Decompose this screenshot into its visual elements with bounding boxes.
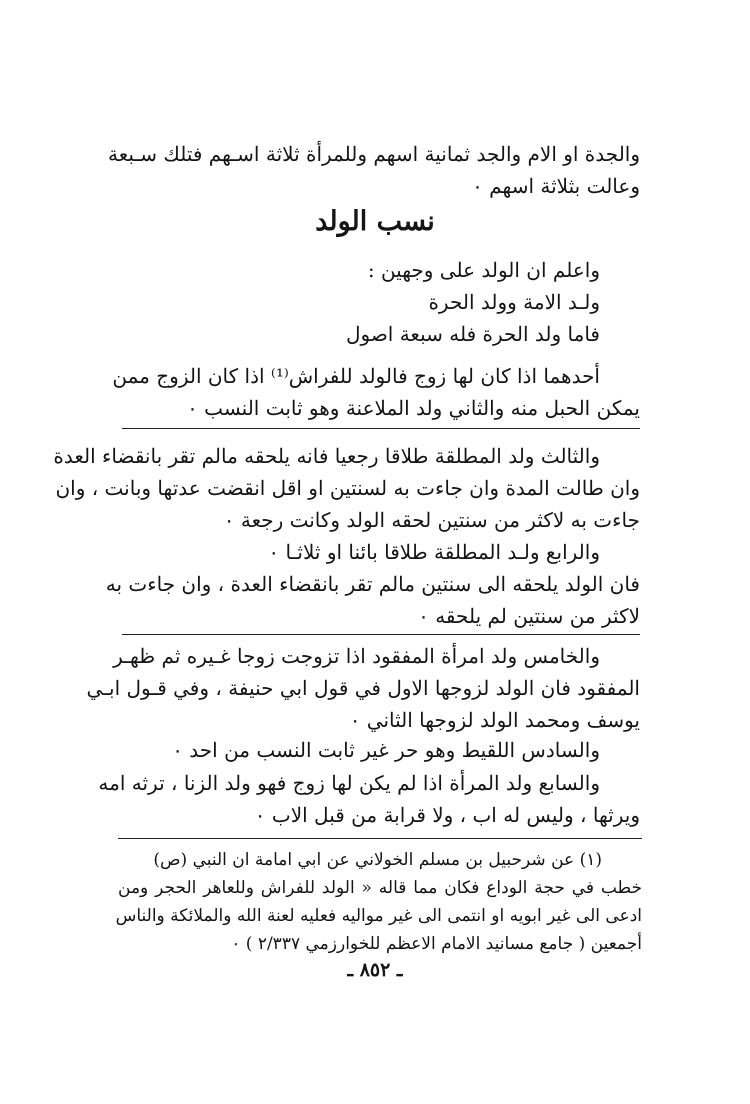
text-line: فاما ولد الحرة فله سبعة اصول xyxy=(345,322,600,346)
paragraph-divider xyxy=(122,428,640,429)
paragraph-sixth-origin xyxy=(120,734,640,766)
text-line: وان طالت المدة وان جاءت به لسنتين او اقل انقضت عدتها وبانت ، وان xyxy=(55,476,640,500)
footnote-line: خطب في حجة الوداع فكان مما قاله « الولد للفراش وللعاهر الحجر ومن xyxy=(118,878,642,898)
text-line: والسادس اللقيط وهو حر غير ثابت النسب من احد ٠ xyxy=(172,738,600,762)
paragraph-fourth-origin xyxy=(105,536,640,632)
text-line: والرابع ولـد المطلقة طلاقا بائنا او ثلاثـا ٠ xyxy=(268,540,600,564)
intro-lines xyxy=(120,254,640,350)
footnote xyxy=(115,846,642,958)
text-line: والخامس ولد امرأة المفقود اذا تزوجت زوجا غـيره ثم ظهـر xyxy=(113,644,600,668)
text-line: ولـد الامة وولد الحرة xyxy=(428,290,600,314)
paragraph-seventh-origin xyxy=(98,767,640,831)
text-line: يوسف ومحمد الولد لزوجها الثاني ٠ xyxy=(349,708,640,732)
text-line: ويرثها ، وليس له اب ، ولا قرابة من قبل الاب ٠ xyxy=(254,803,640,827)
text-line: جاءت به لاكثر من سنتين لحقه الولد وكانت رجعة ٠ xyxy=(223,508,640,532)
text-line: فان الولد يلحقه الى سنتين مالم تقر بانقضاء العدة ، وان جاءت به xyxy=(105,572,640,596)
page-number: ـ ٨٥٢ ـ xyxy=(347,959,403,981)
footnote-line: أجمعين ( جامع مسانيد الامام الاعظم للخوارزمي ٢/٣٣٧ ) ٠ xyxy=(231,934,642,954)
text-line: والثالث ولد المطلقة طلاقا رجعيا فانه يلحقه مالم تقر بانقضاء العدة xyxy=(53,444,600,468)
footnote-separator xyxy=(118,838,642,839)
text-line: أحدهما اذا كان لها زوج فالولد للفراش⁽¹⁾ اذا كان الزوج ممن xyxy=(112,364,600,388)
text-line: يمكن الحبل منه والثاني ولد الملاعنة وهو ثابت النسب ٠ xyxy=(187,396,640,420)
footnote-line: ادعى الى غير ابويه او انتمى الى غير مواليه فعليه لعنة الله والملائكة والناس xyxy=(115,906,642,926)
paragraph-first-origin xyxy=(112,360,640,424)
text-line: والجدة او الام والجد ثمانية اسهم وللمرأة ثلاثة اسـهم فتلك سـبعة xyxy=(107,142,640,166)
footnote-line: (١) عن شرحبيل بن مسلم الخولاني عن ابي امامة ان النبي (ص) xyxy=(153,850,602,870)
text-line: المفقود فان الولد لزوجها الاول في قول ابي حنيفة ، وفي قـول ابـي xyxy=(86,676,640,700)
paragraph-third-origin xyxy=(53,440,640,536)
top-paragraph xyxy=(107,138,640,202)
text-line: واعلم ان الولد على وجهين : xyxy=(367,258,600,282)
paragraph-divider xyxy=(122,634,640,635)
text-line: والسابع ولد المرأة اذا لم يكن لها زوج فهو ولد الزنا ، ترثه امه xyxy=(98,771,600,795)
section-title: نسب الولد xyxy=(315,206,435,237)
text-line: لاكثر من سنتين لم يلحقه ٠ xyxy=(418,604,640,628)
text-line: وعالت بثلاثة اسهم ٠ xyxy=(472,174,640,198)
paragraph-fifth-origin xyxy=(86,640,640,736)
